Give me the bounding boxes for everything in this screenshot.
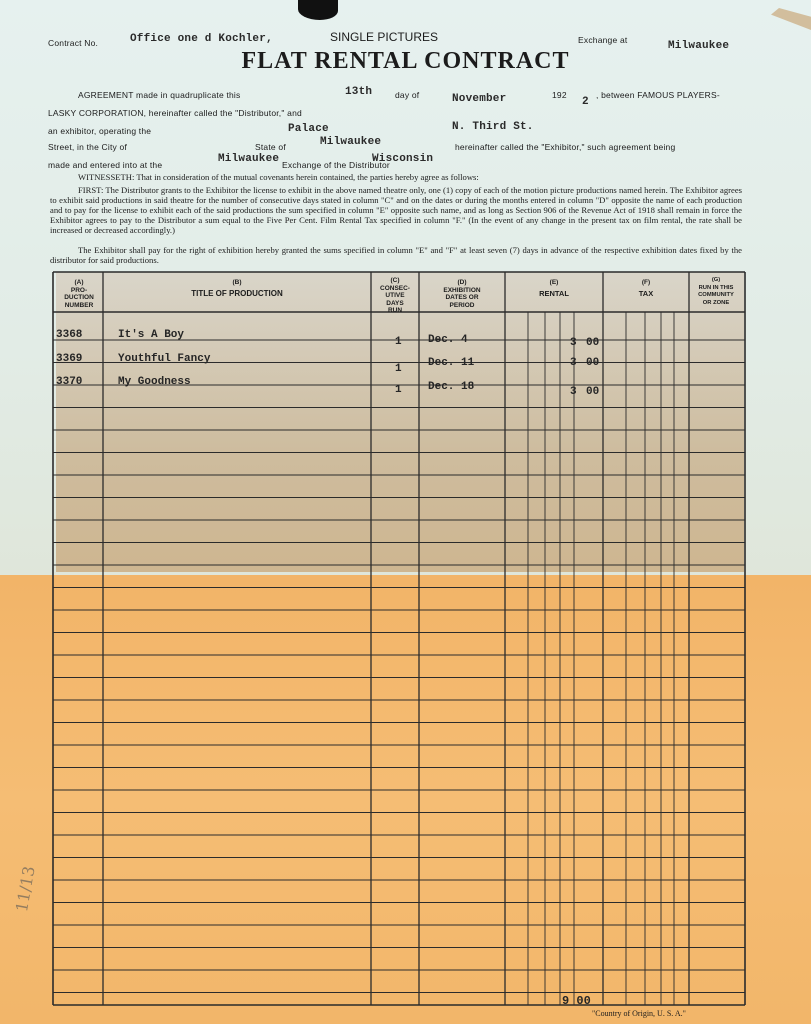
payment-clause: The Exhibitor shall pay for the right of exhibition hereby granted the sums specified in column "E" and "F" at least seven (7) days in advance of the respective exhibition dates fixed by the distributor for said productions. [50,245,742,265]
exhibition-date: Dec. 18 [428,381,475,393]
exhibition-date: Dec. 4 [428,334,468,346]
agreement-text-10: made and entered into at the [48,160,163,170]
rental-cents: 00 [586,386,600,398]
rental-cents: 00 [586,337,600,349]
production-title: Youthful Fancy [118,353,211,365]
col-head-days: (C) CONSEC- UTIVE DAYS RUN [380,277,410,314]
agreement-text-5: LASKY CORPORATION, hereinafter called the "Distributor," and [48,108,302,118]
rental-dollars: 3 [570,357,577,369]
agreement-text-3: 192 [552,90,567,100]
production-title: My Goodness [118,376,191,388]
consecutive-days: 1 [395,336,402,348]
production-number: 3369 [56,353,83,365]
exhibition-date: Dec. 11 [428,357,475,369]
consecutive-days: 1 [395,384,402,396]
theatre-name: Palace [288,123,329,135]
agreement-text-7: Street, in the City of [48,142,128,152]
rental-dollars: 3 [570,386,577,398]
production-number: 3370 [56,376,83,388]
agreement-text-11: Exchange of the Distributor [282,160,390,170]
pencil-note: 11/13 [12,864,39,914]
agreement-text-2: day of [395,90,420,100]
col-head-rental: (E) RENTAL [539,279,569,298]
first-clause: FIRST: The Distributor grants to the Exhibitor the license to exhibit in the above named theatre only, one (1) copy of each of the motion picture productions named herein. The Exhibitor agrees to exhibit said productions in said theatre for the number of consecutive days stated in column "C" and on the dates or during the months entered in column "D" opposite the name of each production and to pay for the license to exhibit each of the said productions the sum specified in column "E" opposite such name, and as long as Section 906 of the Revenue Act of 1918 shall remain in force the Exhibitor agrees to pay to the Distributor a sum equal to the Five Per Cent. Film Rental Tax specified in column "F." (In the event of any change in the present tax on film rental, the rate shall be increased or decreased accordingly.) [50,185,742,235]
agreement-text-6: an exhibitor, operating the [48,126,152,136]
agreement-text-1: AGREEMENT made in quadruplicate this [78,90,241,100]
country-of-origin: "Country of Origin, U. S. A." [592,1009,686,1018]
production-title: It's A Boy [118,329,185,341]
col-head-title: (B) TITLE OF PRODUCTION [191,279,283,298]
contract-no-value: Office one d Kochler, [130,33,273,45]
agreement-month: November [452,93,507,105]
agreement-text-4: , between FAMOUS PLAYERS- [596,90,720,100]
witnesseth-clause: WITNESSETH: That in consideration of the mutual covenants herein contained, the parties hereby agree as follows: [78,172,479,182]
contract-no-label: Contract No. [48,38,99,48]
theatre-address: N. Third St. [452,121,534,133]
agreement-year: 2 [582,96,589,108]
exchange-value: Milwaukee [668,40,730,52]
agreement-day: 13th [345,86,373,98]
city-value: Milwaukee [320,136,382,148]
col-head-exhibition-dates: (D) EXHIBITION DATES OR PERIOD [443,279,481,309]
rental-total: 9 00 [562,994,591,1008]
exchange-city: Milwaukee [218,153,280,165]
col-head-production-number: (A) PRO- DUCTION NUMBER [64,279,94,309]
col-head-tax: (F) TAX [638,279,654,298]
state-value: Wisconsin [372,153,434,165]
rental-dollars: 3 [570,337,577,349]
agreement-text-8: State of [255,142,286,152]
exchange-label: Exchange at [578,35,628,45]
production-number: 3368 [56,329,83,341]
single-pictures-label: SINGLE PICTURES [330,30,439,44]
col-head-run-in-zone: (G) RUN IN THIS COMMUNITY OR ZONE [698,277,734,306]
rental-cents: 00 [586,357,600,369]
consecutive-days: 1 [395,363,402,375]
agreement-text-9: hereinafter called the "Exhibitor," such agreement being [455,142,676,152]
document-title: FLAT RENTAL CONTRACT [241,48,570,74]
